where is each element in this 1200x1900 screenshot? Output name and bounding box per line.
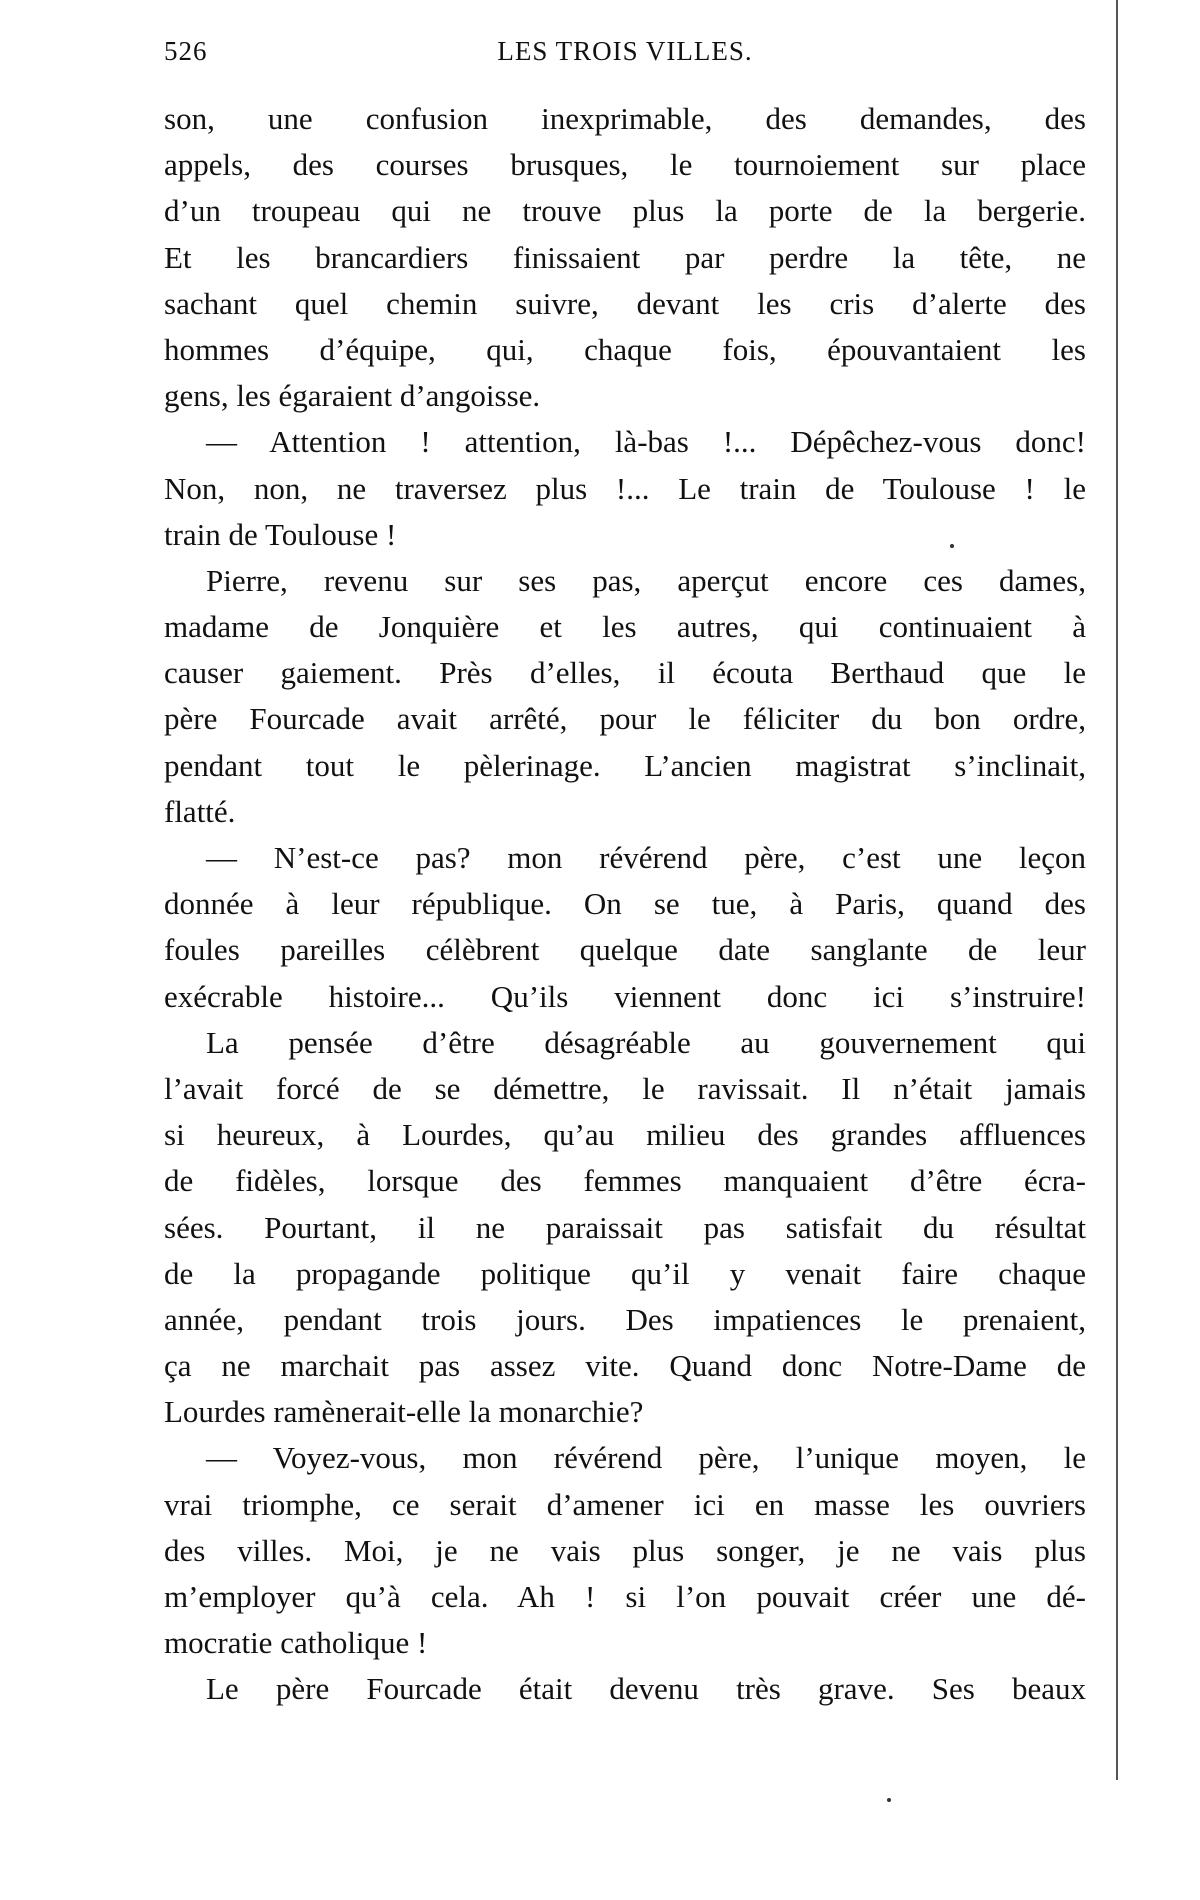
text-line: Et les brancardiers finissaient par perdre la tête, ne (164, 239, 1086, 275)
text-line: Le père Fourcade était devenu très grave. Ses beaux (206, 1671, 1086, 1707)
text-line: causer gaiement. Près d’elles, il écouta Berthaud que le (164, 655, 1086, 691)
text-line: foules pareilles célèbrent quelque date sanglante de leur (164, 932, 1086, 968)
page-body-text (164, 96, 1086, 1713)
text-line: gens, les égaraient d’angoisse. (164, 378, 541, 414)
text-line: La pensée d’être désagréable au gouvernement qui (206, 1024, 1086, 1060)
text-line: — N’est-ce pas? mon révérend père, c’est une leçon (206, 840, 1086, 875)
text-line: de fidèles, lorsque des femmes manquaient d’être écra- (164, 1163, 1086, 1199)
text-line: l’avait forcé de se démettre, le ravissait. Il n’était jamais (164, 1070, 1086, 1106)
speck (950, 544, 954, 548)
text-line: hommes d’équipe, qui, chaque fois, épouvantaient les (164, 331, 1086, 367)
text-line: de la propagande politique qu’il y venait faire chaque (164, 1255, 1086, 1291)
text-line: des villes. Moi, je ne vais plus songer, je ne vais plus (164, 1532, 1086, 1568)
text-line: année, pendant trois jours. Des impatiences le prenaient, (164, 1301, 1086, 1337)
text-line: mocratie catholique ! (164, 1625, 428, 1661)
text-line: — Voyez-vous, mon révérend père, l’unique moyen, le (206, 1440, 1086, 1476)
text-line: appels, des courses brusques, le tournoiement sur place (164, 147, 1086, 183)
text-line: madame de Jonquière et les autres, qui continuaient à (164, 609, 1086, 645)
text-line: Non, non, ne traversez plus !... Le train de Toulouse ! le (164, 470, 1086, 506)
page-edge-rule (1116, 0, 1118, 1780)
text-line: — Attention ! attention, là-bas !... Dépêchez-vous donc! (206, 424, 1086, 460)
text-line: sachant quel chemin suivre, devant les cris d’alerte des (164, 285, 1086, 321)
text-line: train de Toulouse ! (164, 516, 397, 552)
text-line: sées. Pourtant, il ne paraissait pas satisfait du résultat (164, 1209, 1086, 1245)
text-line: flatté. (164, 793, 236, 829)
text-line: ça ne marchait pas assez vite. Quand donc Notre-Dame de (164, 1348, 1086, 1384)
speck (887, 1798, 891, 1802)
page-number: 526 (164, 36, 208, 66)
running-title: LES TROIS VILLES. (497, 36, 753, 66)
text-line: père Fourcade avait arrêté, pour le féliciter du bon ordre, (164, 701, 1086, 737)
text-line: si heureux, à Lourdes, qu’au milieu des grandes affluences (164, 1117, 1086, 1153)
text-line: pendant tout le pèlerinage. L’ancien magistrat s’inclinait, (164, 747, 1086, 783)
text-line: Pierre, revenu sur ses pas, aperçut encore ces dames, (206, 562, 1086, 598)
text-line: donnée à leur république. On se tue, à Paris, quand des (164, 886, 1086, 922)
text-line: d’un troupeau qui ne trouve plus la porte de la bergerie. (164, 193, 1086, 229)
text-line: m’employer qu’à cela. Ah ! si l’on pouvait créer une dé- (164, 1579, 1086, 1614)
text-line: Lourdes ramènerait-elle la monarchie? (164, 1394, 644, 1430)
text-line: exécrable histoire... Qu’ils viennent donc ici s’instruire! (164, 978, 1086, 1014)
text-line: vrai triomphe, ce serait d’amener ici en masse les ouvriers (164, 1486, 1086, 1522)
text-line: son, une confusion inexprimable, des demandes, des (164, 101, 1086, 136)
